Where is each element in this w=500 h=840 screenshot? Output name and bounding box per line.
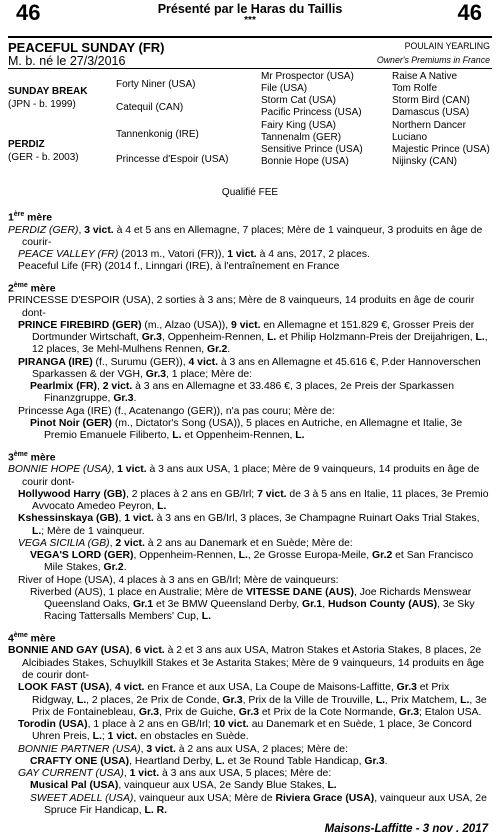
pedigree-entry: BONNIE AND GAY (USA), 6 vict. à 2 et 3 ans aux USA, Matron Stakes et Astoria Stakes, 8 places, 2e Alcibiades Stakes, Schuylkill Stakes et 3e Astarita Stakes; Mère de 9 vainqueurs, 14 produits en âge de courir dont- [8, 645, 485, 681]
pedigree-g4: Tom Rolfe [392, 83, 438, 94]
page-header [8, 0, 492, 30]
pedigree-entry: PRINCESSE D'ESPOIR (USA), 2 sorties à 3 ans; Mère de 8 vainqueurs, 14 produits en âge de courir dont- [8, 295, 475, 319]
pedigree-entry: LOOK FAST (USA), 4 vict. en France et aux USA, La Coupe de Maisons-Laffitte, Gr.3 et Prix Ridgway, L., 2 places, 2e Prix de Conde, Gr.3, Prix de la Ville de Trouville, L., Prix Matchem, L., 3e Prix de Fontainebleau, Gr.3, Prix de Guiche, Gr.3 et Prix de la Cote Normande, Gr.3; Etalon USA. [18, 682, 487, 718]
pedigree-entry: Princesse Aga (IRE) (f., Acatenango (GER)), n'a pas couru; Mère de: [18, 405, 335, 417]
pedigree-g2: Catequil (CAN) [116, 102, 184, 113]
dam-section-title: 1ère mère [8, 210, 53, 224]
sire-detail: (JPN - b. 1999) [8, 99, 76, 110]
pedigree-entry: GAY CURRENT (USA), 1 vict. à 3 ans aux USA, 5 places; Mère de: [18, 768, 332, 780]
lot-number-left: 46 [16, 0, 41, 25]
pedigree-entry: Pearlmix (FR), 2 vict. à 3 ans en Allemagne et 33.486 €, 3 places, 2e Preis der Sparkassen Finanzgruppe, Gr.3. [30, 381, 454, 405]
horse-category: POULAIN YEARLING [404, 41, 490, 51]
pedigree-entry: River of Hope (USA), 4 places à 3 ans en GB/Irl; Mère de vainqueurs: [18, 574, 339, 586]
pedigree-entry: Hollywood Harry (GB), 2 places à 2 ans en GB/Irl; 7 vict. de 3 à 5 ans en Italie, 11 places, 3e Premio Avvocato Amedeo Peyron, L. [18, 488, 489, 513]
pedigree-g4: Nijinsky (CAN) [392, 156, 457, 167]
pedigree-entry: Kshessinskaya (GB), 1 vict. à 3 ans en GB/Irl, 3 places, 3e Champagne Ruinart Oaks Trial Stakes, L.; Mère de 1 vainqueur. [18, 513, 480, 537]
pedigree-entry: Musical Pal (USA), vainqueur aux USA, 2e Sandy Blue Stakes, L. [30, 780, 337, 792]
horse-title-box [8, 36, 492, 69]
owner-premiums: Owner's Premiums in France [376, 55, 490, 65]
dam-section-title: 4ème mère [8, 631, 56, 645]
dam-section [8, 211, 492, 274]
pedigree-entry: PRINCE FIREBIRD (GER) (m., Alzao (USA)), 9 vict. en Allemagne et 151.829 €, Grosser Preis der Dortmunder Wirtschaft, Gr.3, Oppenheim-Rennen, L. et Philip Holzmann-Preis der Dreijahrigen, L., 12 places, 3e Mehl-Mulhens Rennen, Gr.2. [18, 319, 488, 356]
pedigree-entry: PIRANGA (IRE) (f., Surumu (GER)), 4 vict. à 3 ans en Allemagne et 45.616 €, P.der Hannoverschen Sparkassen & der VGH, Gr.3, 1 place; Mère de: [18, 356, 481, 380]
pedigree-g4: Storm Bird (CAN) [392, 95, 470, 106]
dam-section [8, 632, 492, 817]
pedigree-g3: Sensitive Prince (USA) [261, 144, 363, 155]
pedigree-g3: Tannenalm (GER) [261, 132, 342, 143]
pedigree-entry: Torodin (USA), 1 place à 2 ans en GB/Irl; 10 vict. au Danemark et en Suède, 1 place, 3e Concord Uhren Preis, L.; 1 vict. en obstacles en Suède. [18, 719, 472, 743]
pedigree-g2: Princesse d'Espoir (USA) [116, 154, 229, 165]
pedigree-entry: PEACE VALLEY (FR) (2013 m., Vatori (FR)), 1 vict. à 4 ans, 2017, 2 places. [18, 249, 370, 261]
pedigree-entry: SWEET ADELL (USA), vainqueur aux USA; Mère de Riviera Grace (USA), vainqueur aux USA, 2e Spruce Fir Handicap, L. R. [30, 792, 487, 816]
dam-section-title: 3ème mère [8, 450, 56, 463]
pedigree-g3: Mr Prospector (USA) [261, 71, 354, 82]
pedigree-g2: Tannenkonig (IRE) [116, 129, 199, 140]
pedigree-entry: BONNIE HOPE (USA), 1 vict. à 3 ans aux USA, 1 place; Mère de 9 vainqueurs, 14 produits en âge de courir dont- [8, 464, 480, 488]
pedigree-g3: Pacific Princess (USA) [261, 107, 362, 118]
pedigree-entry: CRAFTY ONE (USA), Heartland Derby, L. et 3e Round Table Handicap, Gr.3. [30, 755, 388, 767]
pedigree-g3: Storm Cat (USA) [261, 95, 337, 106]
pedigree-g4: Northern Dancer [392, 120, 466, 131]
pedigree-g4: Luciano [392, 132, 428, 143]
presenter-line: Présenté par le Haras du Taillis [157, 2, 343, 16]
dam-section [8, 282, 492, 443]
pedigree-g3: Fairy King (USA) [261, 120, 337, 131]
pedigree-entry: Riverbed (AUS), 1 place en Australie; Mère de VITESSE DANE (AUS), Joe Richards Menswear Queensland Oaks, Gr.1 et 3e BMW Queensland Derby, Gr.1, Hudson County (AUS), 3e Sky Racing Tattersalls Members' Cup, L. [30, 586, 475, 623]
sire-name: SUNDAY BREAK [8, 86, 88, 97]
dam-detail: (GER - b. 2003) [8, 152, 79, 163]
pedigree-g4: Damascus (USA) [392, 107, 470, 118]
pedigree-entry: Pinot Noir (GER) (m., Dictator's Song (USA)), 5 places en Autriche, en Allemagne et Italie, 3e Premio Emanuele Filiberto, L. et Oppenheim-Rennen, L. [30, 417, 463, 442]
pedigree-g3: Bonnie Hope (USA) [261, 156, 349, 167]
lot-number-right: 46 [457, 0, 482, 25]
pedigree-g4: Majestic Prince (USA) [392, 144, 490, 155]
pedigree-entry: PERDIZ (GER), 3 vict. à 4 et 5 ans en Allemagne, 7 places; Mère de 1 vainqueur, 3 produits en âge de courir- [8, 224, 483, 248]
dam-section-title: 2ème mère [8, 281, 56, 295]
horse-description: M. b. né le 27/3/2016 [8, 54, 126, 68]
dam-line-sections [8, 211, 492, 817]
pedigree-table [8, 69, 492, 179]
dam-section [8, 451, 492, 624]
pedigree-entry: BONNIE PARTNER (USA), 3 vict. à 2 ans aux USA, 2 places; Mère de: [18, 743, 348, 755]
pedigree-entry: Peaceful Life (FR) (2014 f., Linngari (IRE), à l'entraînement en France [18, 261, 340, 273]
pedigree-g4: Raise A Native [392, 71, 458, 82]
pedigree-g2: Forty Niner (USA) [116, 79, 196, 90]
stars-divider: *** [244, 15, 256, 26]
sale-location-date: Maisons-Laffitte - 3 nov . 2017 [324, 823, 488, 836]
horse-name: PEACEFUL SUNDAY (FR) [8, 40, 165, 55]
pedigree-entry: VEGA'S LORD (GER), Oppenheim-Rennen, L., 2e Grosse Europa-Meile, Gr.2 et San Francisco Mile Stakes, Gr.2. [30, 550, 474, 574]
dam-name: PERDIZ [8, 139, 45, 150]
pedigree-entry: VEGA SICILIA (GB), 2 vict. à 2 ans au Danemark et en Suède; Mère de: [18, 537, 353, 549]
pedigree-g3: File (USA) [261, 83, 308, 94]
qualification-note: Qualifié FEE [221, 187, 279, 198]
